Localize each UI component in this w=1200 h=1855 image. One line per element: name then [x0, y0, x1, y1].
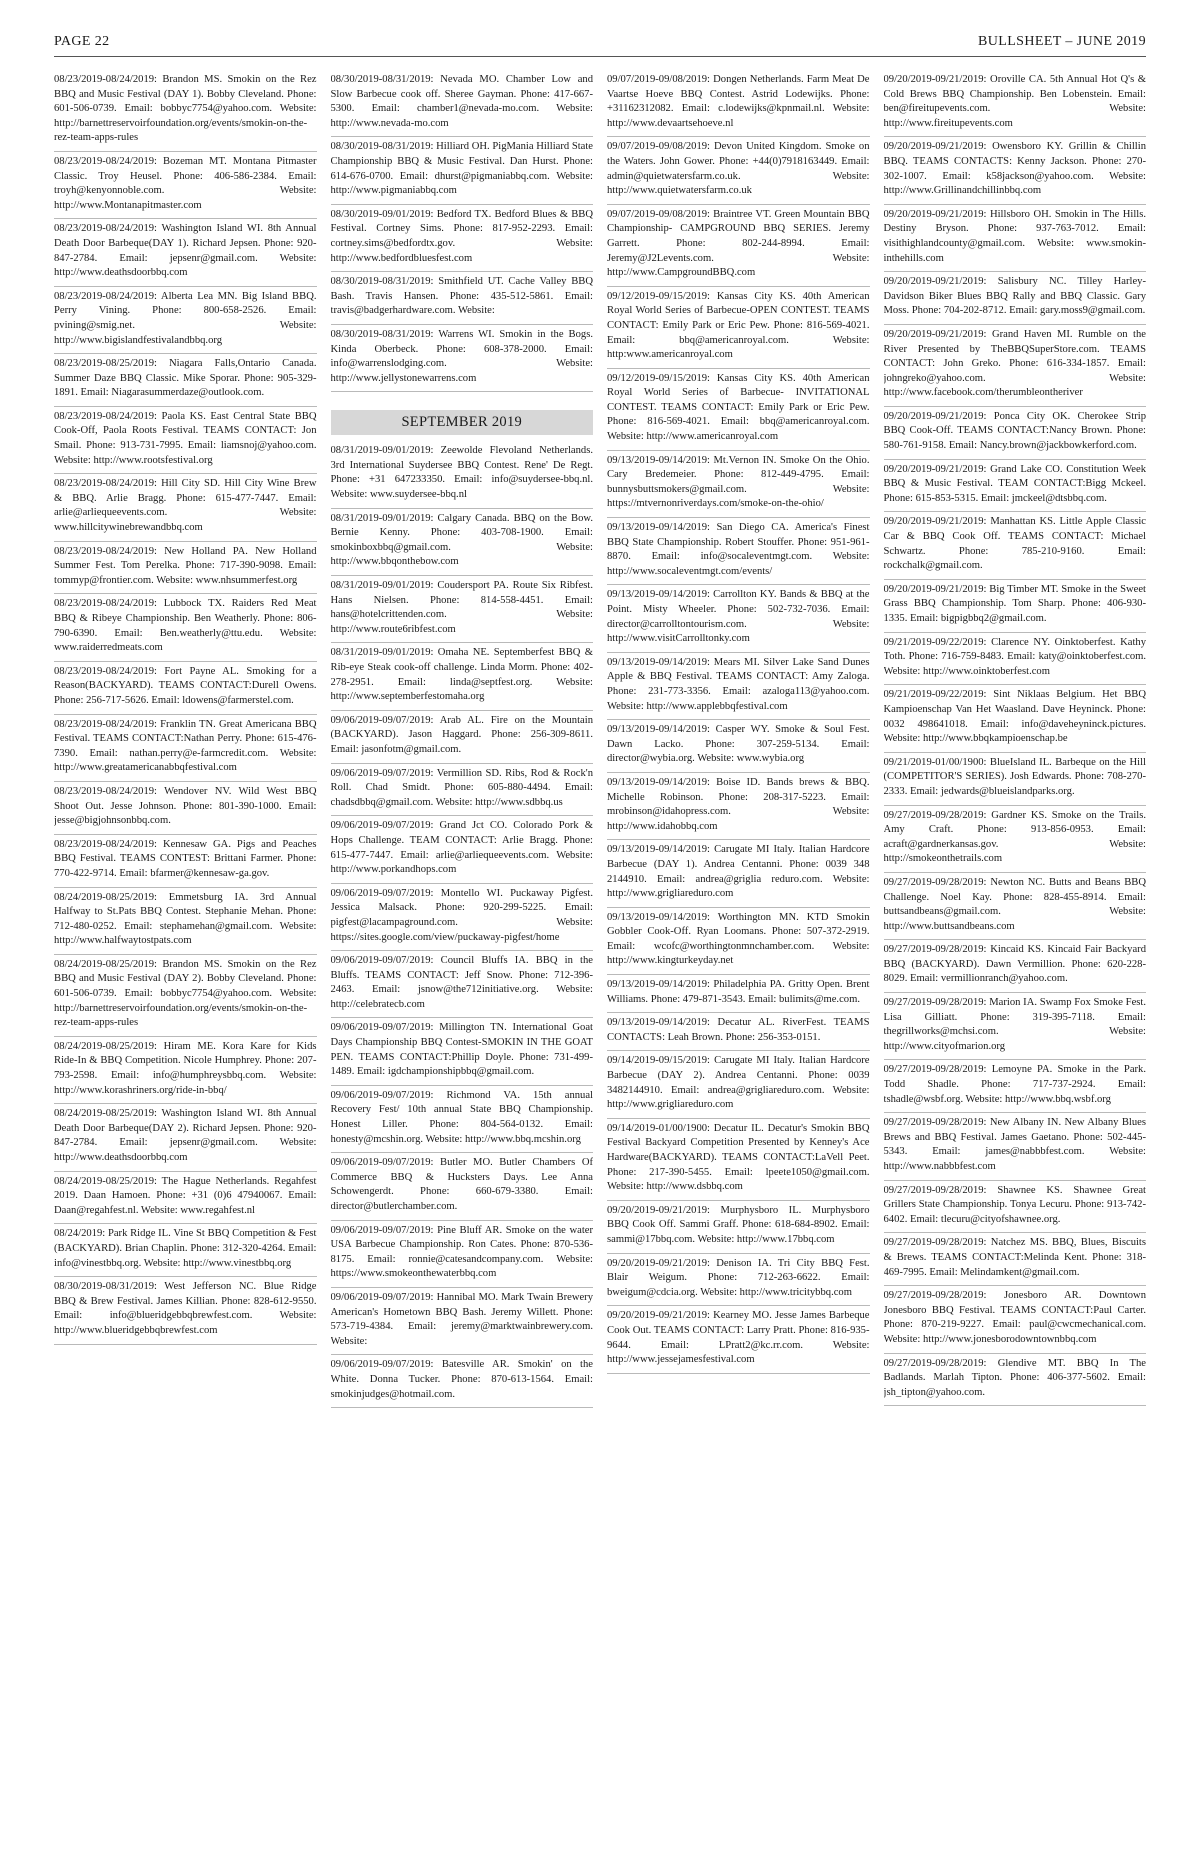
event-listing: 08/23/2019-08/24/2019: New Holland PA. New Holland Summer Fest. Tom Perelka. Phone: 717-390-9098. Email: tommyp@frontier.com. Website: www.nhsummerfest.org — [54, 542, 317, 595]
event-listing: 09/21/2019-09/22/2019: Clarence NY. Oinktoberfest. Kathy Toth. Phone: 716-759-8483. Email: katy@oinktoberfest.com. Website: http://www.oinktoberfest.com — [884, 633, 1147, 686]
event-listing: 09/27/2019-09/28/2019: Glendive MT. BBQ In The Badlands. Marlah Tipton. Phone: 406-377-5602. Email: jsh_tipton@yahoo.com. — [884, 1354, 1147, 1407]
event-listing: 09/20/2019-09/21/2019: Murphysboro IL. Murphysboro BBQ Cook Off. Sammi Graff. Phone: 618-684-8902. Email: sammi@17bbq.com. Website: http://www.17bbq.com — [607, 1201, 870, 1254]
event-listing: 09/20/2019-09/21/2019: Salisbury NC. Tilley Harley-Davidson Biker Blues BBQ Rally and BBQ Classic. Gary Moss. Phone: 704-202-8712. Email: gary.moss9@gmail.com. — [884, 272, 1147, 325]
event-listing: 09/27/2019-09/28/2019: Kincaid KS. Kincaid Fair Backyard BBQ (BACKYARD). Dawn Vermillion. Phone: 620-228-8029. Email: vermillionranch@yahoo.com. — [884, 940, 1147, 993]
column-1 — [54, 70, 317, 1840]
event-listing: 08/23/2019-08/24/2019: Franklin TN. Great Americana BBQ Festival. TEAMS CONTACT:Nathan Perry. Phone: 615-476-7390. Email: nathan.perry@e-farmcredit.com. Website: http://www.greatamericanabbqfestival.com — [54, 715, 317, 782]
event-listing: 09/06/2019-09/07/2019: Council Bluffs IA. BBQ in the Bluffs. TEAMS CONTACT: Jeff Snow. Phone: 712-396-2463. Email: jsnow@the712initiative.org. Website: http://celebratecb.com — [331, 951, 594, 1018]
event-listing: 09/20/2019-09/21/2019: Ponca City OK. Cherokee Strip BBQ Cook-Off. TEAMS CONTACT:Nancy Brown. Phone: 580-761-9158. Email: Nancy.brown@jackbowkerford.com. — [884, 407, 1147, 460]
event-listing: 08/23/2019-08/25/2019: Niagara Falls,Ontario Canada. Summer Daze BBQ Classic. Mike Sporar. Phone: 905-329-1891. Email: Niagarasummerdaze@outlook.com. — [54, 354, 317, 407]
column-3 — [607, 70, 870, 1840]
event-listing: 09/27/2019-09/28/2019: Jonesboro AR. Downtown Jonesboro BBQ Festival. TEAMS CONTACT:Paul Carter. Phone: 870-219-9227. Email: paul@cwcmechanical.com. Website: http://www.jonesborodowntownbbq.com — [884, 1286, 1147, 1353]
event-listing: 09/20/2019-09/21/2019: Hillsboro OH. Smokin in The Hills. Destiny Bryson. Phone: 937-763-7012. Email: visithighlandcounty@gmail.com. Website: www.smokin-inthehills.com — [884, 205, 1147, 272]
event-listing: 09/20/2019-09/21/2019: Kearney MO. Jesse James Barbeque Cook Out. TEAMS CONTACT: Larry Pratt. Phone: 816-935-9644. Email: LPratt2@kc.rr.com. Website: http://www.jessejamesfestival.com — [607, 1306, 870, 1373]
event-listing: 09/20/2019-09/21/2019: Owensboro KY. Grillin & Chillin BBQ. TEAMS CONTACTS: Kenny Jackson. Phone: 270-302-1007. Email: k58jackson@yahoo.com. Website: http://www.Grillinandchillinbbq.com — [884, 137, 1147, 204]
column-4 — [884, 70, 1147, 1840]
section-heading: SEPTEMBER 2019 — [331, 410, 594, 435]
event-listing: 09/27/2019-09/28/2019: Natchez MS. BBQ, Blues, Biscuits & Brews. TEAMS CONTACT:Melinda Kent. Phone: 318-469-7995. Email: Melindamkent@gmail.com. — [884, 1233, 1147, 1286]
column-2 — [331, 70, 594, 1840]
event-listing: 08/24/2019-08/25/2019: The Hague Netherlands. Regahfest 2019. Daan Hamoen. Phone: +31 (0)6 47940067. Email: Daan@regahfest.nl. Website: www.regahfest.nl — [54, 1172, 317, 1225]
event-listing: 09/06/2019-09/07/2019: Butler MO. Butler Chambers Of Commerce BBQ & Hucksters Days. Lee Anna Schowengerdt. Phone: 660-679-3380. Email: director@butlerchamber.com. — [331, 1153, 594, 1220]
event-listing: 08/23/2019-08/24/2019: Lubbock TX. Raiders Red Meat BBQ & Ribeye Championship. Ben Weatherly. Phone: 806-790-6390. Email: Ben.weatherly@ttu.edu. Website: www.raiderredmeats.com — [54, 594, 317, 661]
page-number: PAGE 22 — [54, 34, 110, 49]
event-listing: 08/23/2019-08/24/2019: Bozeman MT. Montana Pitmaster Classic. Troy Heusel. Phone: 406-586-2384. Email: troyh@kenyonnoble.com. Website: http://www.Montanapitmaster.com — [54, 152, 317, 219]
event-listing: 09/21/2019-09/22/2019: Sint Niklaas Belgium. Het BBQ Kampioenschap Van Het Waasland. Dave Heyninck. Phone: 0032 498641018. Email: info@daveheyninck.pictures. Website: http://www.bbqkampioenschap.be — [884, 685, 1147, 752]
event-listing: 09/13/2019-09/14/2019: Casper WY. Smoke & Soul Fest. Dawn Lacko. Phone: 307-259-5134. Email: director@wybia.org. Website: www.wybia.org — [607, 720, 870, 773]
event-listing: 08/23/2019-08/24/2019: Paola KS. East Central State BBQ Cook-Off, Paola Roots Festival. TEAMS CONTACT: Jon Smail. Phone: 913-731-7995. Email: liamsnoj@yahoo.com. Website: http://www.rootsfestival.org — [54, 407, 317, 474]
event-listing: 08/30/2019-08/31/2019: West Jefferson NC. Blue Ridge BBQ & Brew Festival. James Killian. Phone: 828-612-9550. Email: info@blueridgebbqbrewfest.com. Website: http://www.blueridgebbqbrewfest.com — [54, 1277, 317, 1344]
page-header — [54, 34, 1146, 57]
event-listing: 08/30/2019-08/31/2019: Smithfield UT. Cache Valley BBQ Bash. Travis Hansen. Phone: 435-512-5861. Email: travis@badgerhardware.com. Website: — [331, 272, 594, 325]
event-listing: 08/31/2019-09/01/2019: Omaha NE. Septemberfest BBQ & Rib-eye Steak cook-off challenge. Linda Morm. Phone: 402-278-2951. Email: linda@septfest.org. Website: http://www.septemberfestomaha.org — [331, 643, 594, 710]
event-listing: 08/23/2019-08/24/2019: Hill City SD. Hill City Wine Brew & BBQ. Arlie Bragg. Phone: 615-477-7447. Email: arlie@arliequeevents.com. Website: www.hillcitywinebrewandbbq.com — [54, 474, 317, 541]
event-listing: 08/24/2019-08/25/2019: Emmetsburg IA. 3rd Annual Halfway to St.Pats BBQ Contest. Stephanie Mehan. Phone: 712-480-0252. Email: stephamehan@gmail.com. Website: http://www.halfwaytostpats.com — [54, 888, 317, 955]
event-listing: 09/21/2019-01/00/1900: BlueIsland IL. Barbeque on the Hill (COMPETITOR'S SERIES). Josh Edwards. Phone: 708-270-2333. Email: jedwards@blueislandparks.org. — [884, 753, 1147, 806]
event-listing: 08/23/2019-08/24/2019: Alberta Lea MN. Big Island BBQ. Perry Vining. Phone: 800-658-2526. Email: pvining@smig.net. Website: http://www.bigislandfestivalandbbq.org — [54, 287, 317, 354]
event-listing: 08/30/2019-08/31/2019: Warrens WI. Smokin in the Bogs. Kinda Oberbeck. Phone: 608-378-2000. Email: info@warrenslodging.com. Website: http://www.jellystonewarrens.com — [331, 325, 594, 392]
event-listing: 09/20/2019-09/21/2019: Big Timber MT. Smoke in the Sweet Grass BBQ Championship. Tom Sharp. Phone: 406-930-1335. Email: bigpigbbq2@gmail.com. — [884, 580, 1147, 633]
event-listing: 09/20/2019-09/21/2019: Manhattan KS. Little Apple Classic Car & BBQ Cook Off. TEAMS CONTACT: Michael Schwartz. Phone: 785-210-9160. Email: rockchalk@gmail.com. — [884, 512, 1147, 579]
event-listing: 09/27/2019-09/28/2019: Lemoyne PA. Smoke in the Park. Todd Shadle. Phone: 717-737-2924. Email: tshadle@wsbf.org. Website: http://www.bbq.wsbf.org — [884, 1060, 1147, 1113]
event-listing: 09/13/2019-09/14/2019: Boise ID. Bands brews & BBQ. Michelle Robinson. Phone: 208-317-5223. Email: mrobinson@idahopress.com. Website: http://www.idahobbq.com — [607, 773, 870, 840]
event-listing: 09/06/2019-09/07/2019: Millington TN. International Goat Days Championship BBQ Contest-SMOKIN IN THE GOAT PEN. TEAMS CONTACT:Phillip Doyle. Phone: 731-499-1489. Email: igdchampionshipbbq@gmail.com. — [331, 1018, 594, 1085]
event-listing: 08/23/2019-08/24/2019: Fort Payne AL. Smoking for a Reason(BACKYARD). TEAMS CONTACT:Durell Owens. Phone: 256-717-5626. Email: ldowens@farmerstel.com. — [54, 662, 317, 715]
event-listing: 09/13/2019-09/14/2019: Mears MI. Silver Lake Sand Dunes Apple & BBQ Festival. TEAMS CONTACT: Amy Zaloga. Phone: 231-773-3356. Email: azaloga113@yahoo.com. Website: http://www.applebbqfestival.com — [607, 653, 870, 720]
event-listing: 09/27/2019-09/28/2019: Marion IA. Swamp Fox Smoke Fest. Lisa Gilliatt. Phone: 319-395-7118. Email: thegrillworks@mchsi.com. Website: http://www.cityofmarion.org — [884, 993, 1147, 1060]
event-listing: 09/07/2019-09/08/2019: Dongen Netherlands. Farm Meat De Vaartse Hoeve BBQ Contest. Astrid Lodewijks. Phone: +31162312082. Email: c.lodewijks@kpnmail.nl. Website: http://www.devaartsehoeve.nl — [607, 70, 870, 137]
event-listing: 09/27/2019-09/28/2019: Shawnee KS. Shawnee Great Grillers State Championship. Tonya Lecuru. Phone: 913-742-6402. Email: tlecuru@cityofshawnee.org. — [884, 1181, 1147, 1234]
event-listing: 09/13/2019-09/14/2019: Mt.Vernon IN. Smoke On the Ohio. Cary Bredemeier. Phone: 812-449-4795. Email: bunnysbuttsmokers@gmail.com. Website: https://mtvernonriverdays.com/smoke-on-the-ohio/ — [607, 451, 870, 518]
event-listing: 09/13/2019-09/14/2019: Decatur AL. RiverFest. TEAMS CONTACTS: Leah Brown. Phone: 256-353-0151. — [607, 1013, 870, 1051]
event-listing: 08/31/2019-09/01/2019: Calgary Canada. BBQ on the Bow. Bernie Kenny. Phone: 403-708-1900. Email: smokinboxbbq@gmail.com. Website: http://www.bbqonthebow.com — [331, 509, 594, 576]
event-listing: 09/27/2019-09/28/2019: Gardner KS. Smoke on the Trails. Amy Craft. Phone: 913-856-0953. Email: acraft@gardnerkansas.gov. Website: http://smokeonthetrails.com — [884, 806, 1147, 873]
event-listing: 09/06/2019-09/07/2019: Arab AL. Fire on the Mountain (BACKYARD). Jason Haggard. Phone: 256-309-8611. Email: jasonfotm@gmail.com. — [331, 711, 594, 764]
event-listing: 09/12/2019-09/15/2019: Kansas City KS. 40th American Royal World Series of Barbecue-OPEN CONTEST. TEAMS CONTACT: Emily Park or Eric Pew. Phone: 816-569-4021. Email: bbq@americanroyal.com. Website: http:www.americanroyal.com — [607, 287, 870, 369]
event-listing: 09/13/2019-09/14/2019: Worthington MN. KTD Smokin Gobbler Cook-Off. Ryan Loomans. Phone: 507-372-2919. Email: wcofc@worthingtonmnchamber.com. Website: http://www.kingturkeyday.net — [607, 908, 870, 975]
event-listing: 09/20/2019-09/21/2019: Denison IA. Tri City BBQ Fest. Blair Weigum. Phone: 712-263-6622. Email: bweigum@cdcia.org. Website: http://www.tricitybbq.com — [607, 1254, 870, 1307]
event-listing: 09/13/2019-09/14/2019: Philadelphia PA. Gritty Open. Brent Williams. Phone: 479-871-3543. Email: bulimits@me.com. — [607, 975, 870, 1013]
event-listing: 09/13/2019-09/14/2019: San Diego CA. America's Finest BBQ State Championship. Robert Stouffer. Phone: 951-961-8870. Email: info@socaleventmgt.com. Website: http://www.socaleventmgt.com/events/ — [607, 518, 870, 585]
event-listing: 08/31/2019-09/01/2019: Zeewolde Flevoland Netherlands. 3rd International Suydersee BBQ Contest. Rene' De Regt. Phone: +31 647233350. Email: info@suydersee-bbq.nl. Website: www.suydersee-bbq.nl — [331, 441, 594, 508]
event-listing: 08/24/2019-08/25/2019: Washington Island WI. 8th Annual Death Door Barbeque(DAY 2). Richard Jepsen. Phone: 920-847-2784. Email: jepsenr@gmail.com. Website: http://www.deathsdoorbbq.com — [54, 1104, 317, 1171]
event-listing: 09/06/2019-09/07/2019: Montello WI. Puckaway Pigfest. Jessica Malsack. Phone: 920-299-5225. Email: pigfest@lacampaground.com. Website: https://sites.google.com/view/puckaway-pigfest/home — [331, 884, 594, 951]
event-listing: 08/24/2019-08/25/2019: Brandon MS. Smokin on the Rez BBQ and Music Festival (DAY 2). Bobby Cleveland. Phone: 601-506-0739. Email: bobbyc7754@yahoo.com. Website: http://barnettreservoirfoundation.org/events/smokin-on-the-rez-team-apps-rules — [54, 955, 317, 1037]
event-listing: 08/23/2019-08/24/2019: Kennesaw GA. Pigs and Peaches BBQ Festival. TEAMS CONTEST: Brittani Farmer. Phone: 770-422-9714. Email: bfarmer@kennesaw-ga.gov. — [54, 835, 317, 888]
event-listing: 08/23/2019-08/24/2019: Wendover NV. Wild West BBQ Shoot Out. Jesse Johnson. Phone: 801-390-1000. Email: jesse@bigjohnsonbbq.com. — [54, 782, 317, 835]
event-listing: 08/30/2019-09/01/2019: Bedford TX. Bedford Blues & BBQ Festival. Cortney Sims. Phone: 817-952-2293. Email: cortney.sims@bedfordtx.gov. Website: http://www.bedfordbluesfest.com — [331, 205, 594, 272]
event-listing: 09/06/2019-09/07/2019: Richmond VA. 15th annual Recovery Fest/ 10th annual State BBQ Championship. Honest Liller. Phone: 804-564-0132. Email: honesty@mcshin.org. Website: http://www.bbq.mcshin.org — [331, 1086, 594, 1153]
publication-title: BULLSHEET – JUNE 2019 — [978, 34, 1146, 49]
event-listing: 09/13/2019-09/14/2019: Carugate MI Italy. Italian Hardcore Barbecue (DAY 1). Andrea Centanni. Phone: 0039 348 2144910. Email: andrea@griglia reduro.com. Website: http://www.grigliareduro.com — [607, 840, 870, 907]
event-listing: 09/20/2019-09/21/2019: Grand Haven MI. Rumble on the River Presented by TheBBQSuperStore.com. TEAMS CONTACT: John Greko. Phone: 616-334-1857. Email: johngreko@yahoo.com. Website: http://www.facebook.com/therumbleontheriver — [884, 325, 1147, 407]
event-listing: 09/06/2019-09/07/2019: Vermillion SD. Ribs, Rod & Rock'n Roll. Chad Smidt. Phone: 605-880-4494. Email: chadsdbbq@gmail.com. Website: http://www.sdbbq.us — [331, 764, 594, 817]
event-listing: 09/06/2019-09/07/2019: Hannibal MO. Mark Twain Brewery American's Hometown BBQ Bash. Jeremy Willett. Phone: 573-719-4384. Email: jeremy@marktwainbrewery.com. Website: — [331, 1288, 594, 1355]
event-listing: 09/20/2019-09/21/2019: Grand Lake CO. Constitution Week BBQ & Music Festival. TEAM CONTACT:Bigg Mckeel. Phone: 615-853-5315. Email: jmckeel@dtsbbq.com. — [884, 460, 1147, 513]
event-listing: 09/07/2019-09/08/2019: Braintree VT. Green Mountain BBQ Championship- CAMPGROUND BBQ SERIES. Jeremy Garrett. Phone: 802-244-8994. Email: Jeremy@J2Levents.com. Website: http://www.CampgroundBBQ.com — [607, 205, 870, 287]
event-listing: 08/23/2019-08/24/2019: Washington Island WI. 8th Annual Death Door Barbeque(DAY 1). Richard Jepsen. Phone: 920-847-2784. Email: jepsenr@gmail.com. Website: http://www.deathsdoorbbq.com — [54, 219, 317, 286]
event-listing: 08/23/2019-08/24/2019: Brandon MS. Smokin on the Rez BBQ and Music Festival (DAY 1). Bobby Cleveland. Phone: 601-506-0739. Email: bobbyc7754@yahoo.com. Website: http://barnettreservoirfoundation.org/events/smokin-on-the-rez-team-apps-rules — [54, 70, 317, 152]
event-listing: 09/12/2019-09/15/2019: Kansas City KS. 40th American Royal World Series of Barbecue- INVITATIONAL CONTEST. TEAMS CONTACT: Emily Park or Eric Pew. Phone: 816-569-4021. Email: bbq@americanroyal.com. Website: http://www.americanroyal.com — [607, 369, 870, 451]
event-listing: 09/06/2019-09/07/2019: Batesville AR. Smokin' on the White. Donna Tucker. Phone: 870-613-1564. Email: smokinjudges@hotmail.com. — [331, 1355, 594, 1408]
event-listing: 09/06/2019-09/07/2019: Grand Jct CO. Colorado Pork & Hops Challenge. TEAM CONTACT: Arlie Bragg. Phone: 615-477-7447. Email: arlie@arliequeevents.com. Website: http://www.porkandhops.com — [331, 816, 594, 883]
event-listing: 09/06/2019-09/07/2019: Pine Bluff AR. Smoke on the water USA Barbecue Championship. Ron Cates. Phone: 870-536-8175. Email: ronnie@catesandcompany.com. Website: https://www.smokeonthewaterbbq.com — [331, 1221, 594, 1288]
event-listing: 09/27/2019-09/28/2019: Newton NC. Butts and Beans BBQ Challenge. Noel Kay. Phone: 828-455-8914. Email: buttsandbeans@gmail.com. Website: http://www.buttsandbeans.com — [884, 873, 1147, 940]
event-listing: 09/13/2019-09/14/2019: Carrollton KY. Bands & BBQ at the Point. Misty Wheeler. Phone: 502-732-7036. Email: director@carrolltontourism.com. Website: http://www.visitCarrolltonky.com — [607, 585, 870, 652]
event-listing: 08/31/2019-09/01/2019: Coudersport PA. Route Six Ribfest. Hans Nielsen. Phone: 814-558-4451. Email: hans@hotelcrittenden.com. Website: http://www.route6ribfest.com — [331, 576, 594, 643]
event-listing: 09/14/2019-01/00/1900: Decatur IL. Decatur's Smokin BBQ Festival Backyard Competition Presented by Kenney's Ace Hardware(BACKYARD). TEAMS CONTACT:LaVell Peet. Phone: 217-390-5455. Email: lpeete1050@gmail.com. Website: http://www.dsbbq.com — [607, 1119, 870, 1201]
event-listing: 08/24/2019-08/25/2019: Hiram ME. Kora Kare for Kids Ride-In & BBQ Competition. Nicole Humphrey. Phone: 207-793-2598. Email: info@humphreysbbq.com. Website: http://www.korashriners.org/ride-in-bbq/ — [54, 1037, 317, 1104]
event-listing: 09/14/2019-09/15/2019: Carugate MI Italy. Italian Hardcore Barbecue (DAY 2). Andrea Centanni. Phone: 0039 3482144910. Email: andrea@grigliareduro.com. Website: http://www.grigliareduro.com — [607, 1051, 870, 1118]
event-listing: 09/07/2019-09/08/2019: Devon United Kingdom. Smoke on the Waters. John Gower. Phone: +44(0)7918163449. Email: admin@quietwatersfarm.co.uk. Website: http://www.quietwatersfarm.co.uk — [607, 137, 870, 204]
event-columns — [54, 70, 1146, 1840]
event-listing: 09/20/2019-09/21/2019: Oroville CA. 5th Annual Hot Q's & Cold Brews BBQ Championship. Ben Lobenstein. Email: ben@fireitupevents.com. Website: http://www.fireitupevents.com — [884, 70, 1147, 137]
event-listing: 08/30/2019-08/31/2019: Hilliard OH. PigMania Hilliard State Championship BBQ & Music Festival. Dan Hurst. Phone: 614-676-0700. Email: dhurst@pigmaniabbq.com. Website: http://www.pigmaniabbq.com — [331, 137, 594, 204]
event-listing: 08/30/2019-08/31/2019: Nevada MO. Chamber Low and Slow Barbecue cook off. Sheree Gayman. Phone: 417-667-5300. Email: chamber1@nevada-mo.com. Website: http://www.nevada-mo.com — [331, 70, 594, 137]
event-listing: 08/24/2019: Park Ridge IL. Vine St BBQ Competition & Fest (BACKYARD). Brian Chaplin. Phone: 312-320-4264. Email: info@vinestbbq.org. Website: http://www.vinestbbq.org — [54, 1224, 317, 1277]
event-listing: 09/27/2019-09/28/2019: New Albany IN. New Albany Blues Brews and BBQ Festival. James Gaetano. Phone: 502-445-5343. Email: james@nabbbfest.com. Website: http://www.nabbbfest.com — [884, 1113, 1147, 1180]
